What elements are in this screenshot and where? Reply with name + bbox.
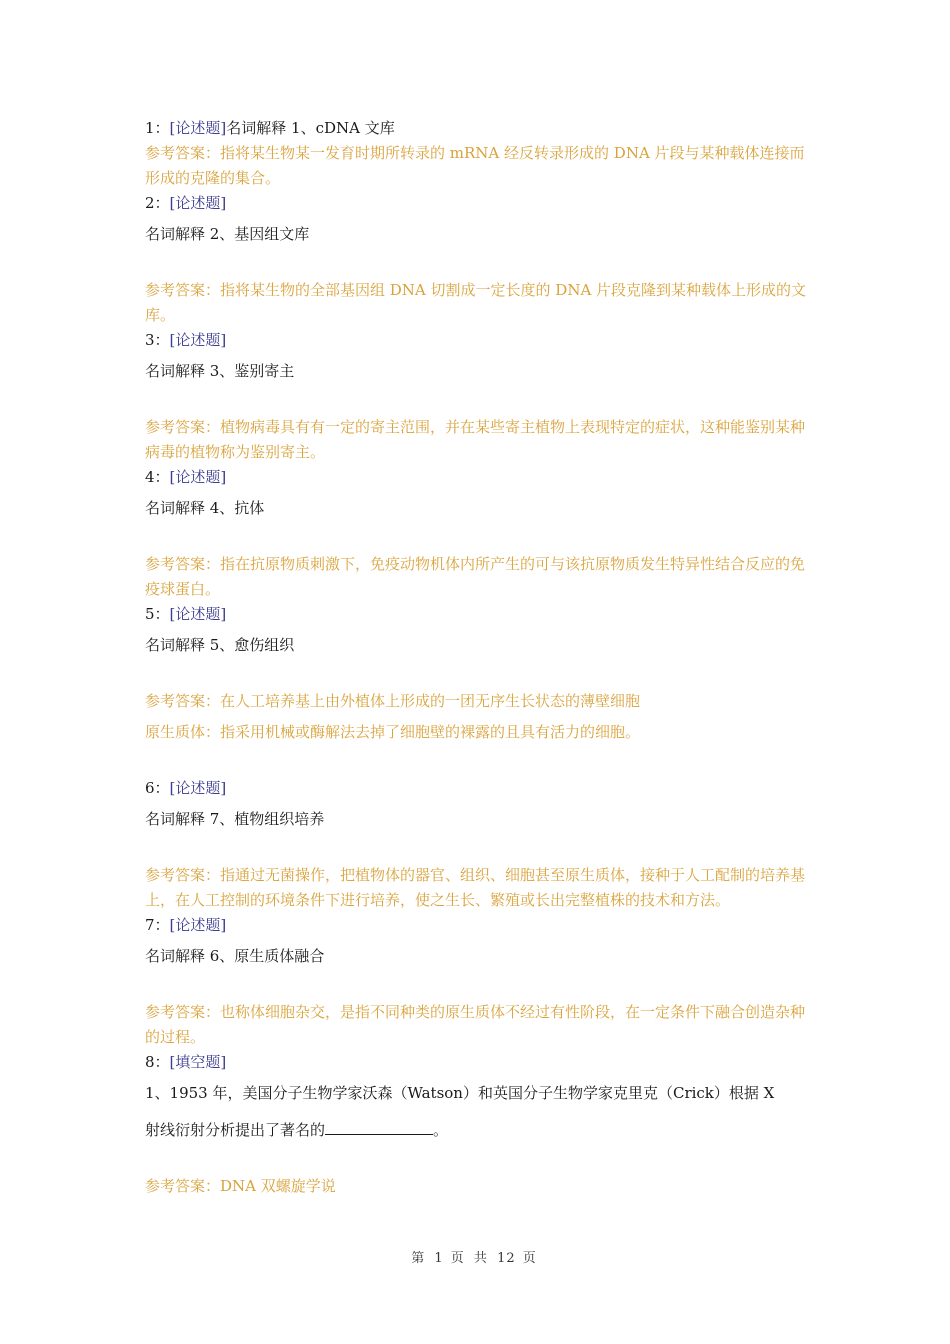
page-footer [0, 1247, 950, 1266]
total-page-count: 12 [497, 1251, 516, 1266]
question-type-tag: [填空题] [169, 1053, 227, 1071]
question-6-text: 名词解释 7、植物组织培养 [145, 810, 325, 828]
answer-text: 在人工培养基上由外植体上形成的一团无序生长状态的薄壁细胞 [220, 692, 641, 710]
answer-5 [145, 689, 810, 714]
answer-3 [145, 415, 810, 465]
answer-5-extra: 原生质体：指采用机械或酶解法去掉了细胞壁的裸露的且具有活力的细胞。 [145, 723, 641, 741]
answer-1 [145, 141, 810, 191]
answer-text: 植物病毒具有有一定的寄主范围，并在某些寄主植物上表现特定的症状，这种能鉴别某种病毒的植物称为鉴别寄主。 [145, 418, 806, 461]
answer-2 [145, 278, 810, 328]
answer-text: 指将某生物的全部基因组 DNA 切割成一定长度的 DNA 片段克隆到某种载体上形成的文库。 [145, 281, 807, 324]
question-number: 4： [145, 468, 170, 486]
answer-text: 指将某生物某一发育时期所转录的 mRNA 经反转录形成的 DNA 片段与某种载体连接而形成的克隆的集合。 [145, 144, 805, 187]
footer-prefix: 第 [411, 1251, 428, 1266]
question-type-tag: [论述题] [169, 468, 227, 486]
footer-suffix: 页 [522, 1251, 539, 1266]
answer-label: 参考答案： [145, 692, 221, 710]
answer-label: 参考答案： [145, 1003, 221, 1021]
question-3-header [145, 328, 810, 353]
question-number: 2： [145, 194, 170, 212]
answer-text: DNA 双螺旋学说 [220, 1177, 336, 1195]
question-type-tag: [论述题] [169, 119, 227, 137]
question-1-header [145, 116, 810, 141]
answer-label: 参考答案： [145, 281, 221, 299]
answer-label: 参考答案： [145, 144, 221, 162]
fill-blank [325, 1118, 433, 1135]
question-2-text: 名词解释 2、基因组文库 [145, 225, 310, 243]
question-8-text-line2 [145, 1118, 810, 1143]
question-list [145, 116, 810, 1199]
answer-6 [145, 863, 810, 913]
question-4-header [145, 465, 810, 490]
question-type-tag: [论述题] [169, 605, 227, 623]
question-type-tag: [论述题] [169, 331, 227, 349]
answer-label: 参考答案： [145, 1177, 221, 1195]
question-number: 8： [145, 1053, 170, 1071]
question-text: 名词解释 1、cDNA 文库 [226, 119, 395, 137]
question-8-header [145, 1050, 810, 1075]
answer-label: 参考答案： [145, 866, 221, 884]
answer-4 [145, 552, 810, 602]
question-7-text: 名词解释 6、原生质体融合 [145, 947, 325, 965]
question-number: 6： [145, 779, 170, 797]
question-type-tag: [论述题] [169, 194, 227, 212]
question-3-text: 名词解释 3、鉴别寄主 [145, 362, 295, 380]
answer-text: 指通过无菌操作，把植物体的器官、组织、细胞甚至原生质体，接种于人工配制的培养基上，在人工控制的环境条件下进行培养，使之生长、繁殖或长出完整植株的技术和方法。 [145, 866, 806, 909]
answer-text: 指在抗原物质刺激下，免疫动物机体内所产生的可与该抗原物质发生特异性结合反应的免疫球蛋白。 [145, 555, 806, 598]
question-number: 1： [145, 119, 170, 137]
question-5-text: 名词解释 5、愈伤组织 [145, 636, 295, 654]
question-4-text: 名词解释 4、抗体 [145, 499, 265, 517]
question-text: 射线衍射分析提出了著名的 [145, 1121, 326, 1139]
answer-8 [145, 1174, 810, 1199]
question-type-tag: [论述题] [169, 779, 227, 797]
question-number: 5： [145, 605, 170, 623]
question-8-text-line1: 1、1953 年，美国分子生物学家沃森（Watson）和英国分子生物学家克里克（Crick）根据 X [145, 1084, 775, 1102]
question-5-header [145, 602, 810, 627]
question-number: 3： [145, 331, 170, 349]
answer-label: 参考答案： [145, 418, 221, 436]
answer-text: 也称体细胞杂交，是指不同种类的原生质体不经过有性阶段，在一定条件下融合创造杂种的过程。 [145, 1003, 806, 1046]
question-6-header [145, 776, 810, 801]
question-end-punct: 。 [433, 1121, 449, 1139]
question-number: 7： [145, 916, 170, 934]
question-type-tag: [论述题] [169, 916, 227, 934]
question-7-header [145, 913, 810, 938]
current-page-number: 1 [434, 1251, 444, 1266]
question-2-header [145, 191, 810, 216]
answer-7 [145, 1000, 810, 1050]
footer-middle: 页 共 [450, 1251, 490, 1266]
answer-label: 参考答案： [145, 555, 221, 573]
